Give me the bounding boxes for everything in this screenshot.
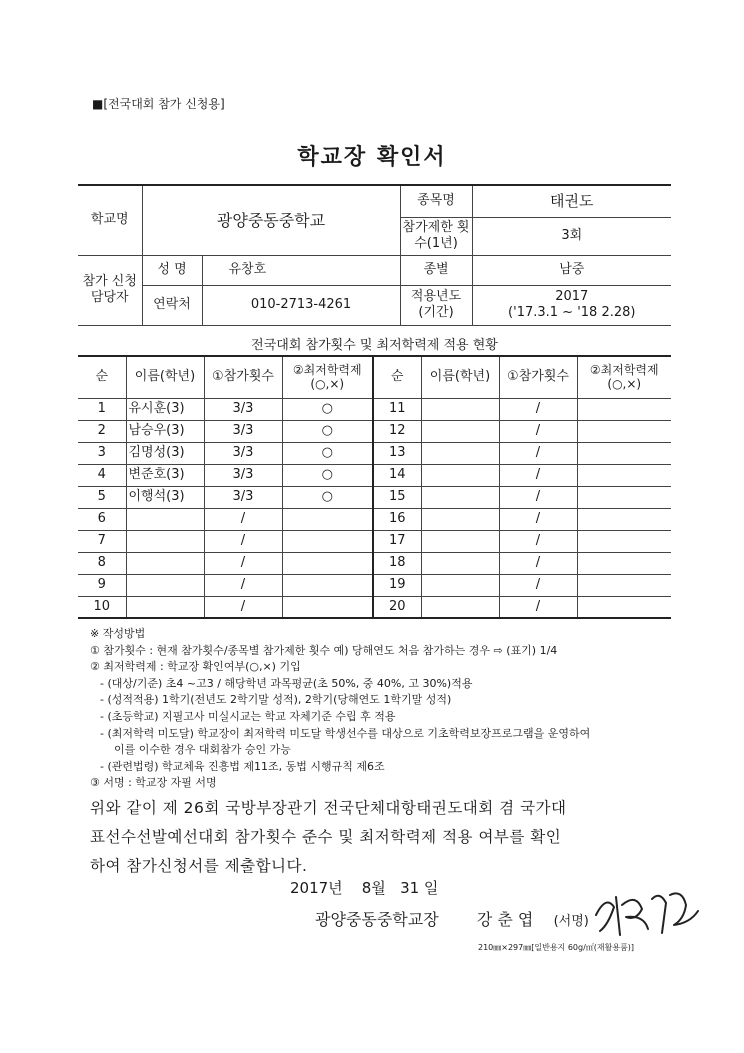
table-cell: 김명성(3) <box>126 442 204 464</box>
table-cell: 유시훈(3) <box>126 398 204 420</box>
table-cell: 17 <box>373 530 421 552</box>
column-header: ②최저학력제 (○,×) <box>577 356 671 398</box>
table-cell: / <box>499 442 577 464</box>
column-header: ①참가횟수 <box>204 356 282 398</box>
school-name-label: 학교명 <box>78 185 142 255</box>
table-cell: ○ <box>282 398 373 420</box>
table-cell <box>282 596 373 618</box>
table-cell <box>421 530 499 552</box>
table-cell: / <box>499 486 577 508</box>
note-line: ③ 서명 : 학교장 자필 서명 <box>90 776 217 790</box>
table-cell: 9 <box>78 574 126 596</box>
table-cell: 3/3 <box>204 486 282 508</box>
table-cell <box>421 398 499 420</box>
table-row <box>78 530 671 552</box>
table-row <box>78 486 671 508</box>
table-cell <box>421 574 499 596</box>
principal-signature-line <box>315 907 589 930</box>
table-cell: ○ <box>282 420 373 442</box>
table-cell: / <box>499 398 577 420</box>
table-cell: 14 <box>373 464 421 486</box>
table-cell: 변준호(3) <box>126 464 204 486</box>
signature-placeholder: (서명) <box>553 914 589 929</box>
manager-contact-value: 010-2713-4261 <box>202 285 400 325</box>
submission-date: 2017년 8월 31 일 <box>290 879 439 897</box>
table-cell: 6 <box>78 508 126 530</box>
table-row <box>78 552 671 574</box>
applicable-year-label: 적용년도 (기간) <box>400 285 472 325</box>
table-cell <box>282 508 373 530</box>
table-cell: 이행석(3) <box>126 486 204 508</box>
school-principal-title: 광양중동중학교장 <box>315 910 439 929</box>
table-cell: 4 <box>78 464 126 486</box>
school-name-value: 광양중동중학교 <box>142 185 400 255</box>
table-row <box>78 508 671 530</box>
table-row <box>78 442 671 464</box>
manager-label: 참가 신청 담당자 <box>78 255 142 325</box>
table-cell: / <box>499 596 577 618</box>
table-cell: 7 <box>78 530 126 552</box>
table-cell: 3/3 <box>204 464 282 486</box>
table-cell: / <box>204 574 282 596</box>
note-line: ① 참가횟수 : 현재 참가횟수/종목별 참가제한 횟수 예) 당해연도 처음 참가하는 경우 ⇨ (표기) 1/4 <box>90 643 558 657</box>
table-row <box>78 420 671 442</box>
document-tag: ■[전국대회 참가 신청용] <box>92 97 225 111</box>
writing-instructions <box>90 626 690 792</box>
table-cell: 10 <box>78 596 126 618</box>
applicable-period-value: ('17.3.1 ~ '18 2.28) <box>508 305 636 320</box>
table-cell: 18 <box>373 552 421 574</box>
manager-name-label: 성 명 <box>142 255 202 285</box>
applicable-year-cell <box>472 285 671 325</box>
document-title: 학교장 확인서 <box>297 145 447 170</box>
table-cell: 20 <box>373 596 421 618</box>
statement-line: 위와 같이 제 26회 국방부장관기 전국단체대항태권도대회 겸 국가대 <box>90 799 567 817</box>
table-row <box>78 574 671 596</box>
table-cell <box>126 530 204 552</box>
table-cell <box>126 508 204 530</box>
table-cell <box>577 420 671 442</box>
table-cell <box>282 530 373 552</box>
table-cell: 19 <box>373 574 421 596</box>
applicable-year-value: 2017 <box>555 289 589 305</box>
table-row <box>78 398 671 420</box>
category-value: 남중 <box>472 255 671 285</box>
table-cell: 12 <box>373 420 421 442</box>
table-cell <box>577 486 671 508</box>
table-cell: 5 <box>78 486 126 508</box>
column-header: 순 <box>78 356 126 398</box>
table-cell <box>126 552 204 574</box>
table-cell: 3/3 <box>204 442 282 464</box>
notes-title: ※ 작성방법 <box>90 627 146 640</box>
principal-name: 강 춘 엽 <box>476 910 534 929</box>
column-header: 이름(학년) <box>421 356 499 398</box>
table-cell: 남승우(3) <box>126 420 204 442</box>
table-cell <box>126 574 204 596</box>
participation-limit-value: 3회 <box>472 217 671 255</box>
table-cell <box>577 442 671 464</box>
note-line: - (관련법령) 학교체육 진흥법 제11조, 동법 시행규칙 제6조 <box>100 759 385 773</box>
table-cell: 3/3 <box>204 420 282 442</box>
table-cell <box>577 398 671 420</box>
participation-status-table <box>78 355 671 619</box>
school-info-table <box>78 184 671 326</box>
table-cell: ○ <box>282 486 373 508</box>
table-cell: / <box>204 552 282 574</box>
column-header: 순 <box>373 356 421 398</box>
table-cell: / <box>204 596 282 618</box>
table-cell: / <box>499 508 577 530</box>
table-cell: 2 <box>78 420 126 442</box>
table-cell: / <box>204 508 282 530</box>
category-label: 종별 <box>400 255 472 285</box>
table-cell: 13 <box>373 442 421 464</box>
participation-limit-label: 참가제한 횟수(1년) <box>400 217 472 255</box>
table-cell <box>421 508 499 530</box>
table-cell <box>577 596 671 618</box>
table-cell: 3 <box>78 442 126 464</box>
table-cell <box>421 552 499 574</box>
table-cell: / <box>499 530 577 552</box>
table-cell <box>421 420 499 442</box>
table-cell: 11 <box>373 398 421 420</box>
table-cell: ○ <box>282 464 373 486</box>
note-line: - (초등학교) 지필고사 미실시교는 학교 자체기준 수립 후 적용 <box>100 709 396 723</box>
status-heading: 전국대회 참가횟수 및 최저학력제 적용 현황 <box>251 338 498 353</box>
table-cell: ○ <box>282 442 373 464</box>
sport-value: 태권도 <box>472 185 671 217</box>
table-cell <box>421 442 499 464</box>
table-cell <box>577 574 671 596</box>
table-cell <box>577 464 671 486</box>
table-cell <box>282 574 373 596</box>
table-cell: / <box>499 552 577 574</box>
table-cell: / <box>499 420 577 442</box>
table-cell: / <box>204 530 282 552</box>
manager-name-value: 유창호 <box>202 255 400 285</box>
handwritten-signature <box>586 885 706 940</box>
column-header: ②최저학력제 (○,×) <box>282 356 373 398</box>
manager-contact-label: 연락처 <box>142 285 202 325</box>
statement-line: 표선수선발예선대회 참가횟수 준수 및 최저학력제 적용 여부를 확인 <box>90 828 562 846</box>
table-cell <box>421 596 499 618</box>
table-cell: 3/3 <box>204 398 282 420</box>
table-cell: 15 <box>373 486 421 508</box>
table-header-row <box>78 356 671 398</box>
sport-label: 종목명 <box>400 185 472 217</box>
table-cell <box>282 552 373 574</box>
note-line: 이를 이수한 경우 대회참가 승인 가능 <box>114 743 291 757</box>
table-cell: 1 <box>78 398 126 420</box>
paper-spec-note: 210㎜×297㎜[일반용지 60g/㎡(재활용품)] <box>478 943 635 952</box>
confirmation-statement <box>90 794 690 881</box>
table-row <box>78 596 671 618</box>
table-cell: 8 <box>78 552 126 574</box>
table-cell: / <box>499 574 577 596</box>
note-line: - (성적적용) 1학기(전년도 2학기말 성적), 2학기(당해연도 1학기말 성적) <box>100 693 452 707</box>
table-cell <box>421 486 499 508</box>
table-cell: / <box>499 464 577 486</box>
table-cell <box>421 464 499 486</box>
column-header: 이름(학년) <box>126 356 204 398</box>
table-cell: 16 <box>373 508 421 530</box>
table-row <box>78 464 671 486</box>
table-cell <box>577 552 671 574</box>
note-line: - (대상/기준) 초4 ~고3 / 해당학년 과목평균(초 50%, 중 40%, 고 30%)적용 <box>100 676 473 690</box>
table-cell <box>577 530 671 552</box>
column-header: ①참가횟수 <box>499 356 577 398</box>
table-cell <box>577 508 671 530</box>
statement-line: 하여 참가신청서를 제출합니다. <box>90 857 308 875</box>
note-line: ② 최저학력제 : 학교장 확인여부(○,×) 기입 <box>90 660 301 674</box>
table-cell <box>126 596 204 618</box>
note-line: - (최저학력 미도달) 학교장이 최저학력 미도달 학생선수를 대상으로 기초학력보장프로그램을 운영하여 <box>100 726 591 740</box>
